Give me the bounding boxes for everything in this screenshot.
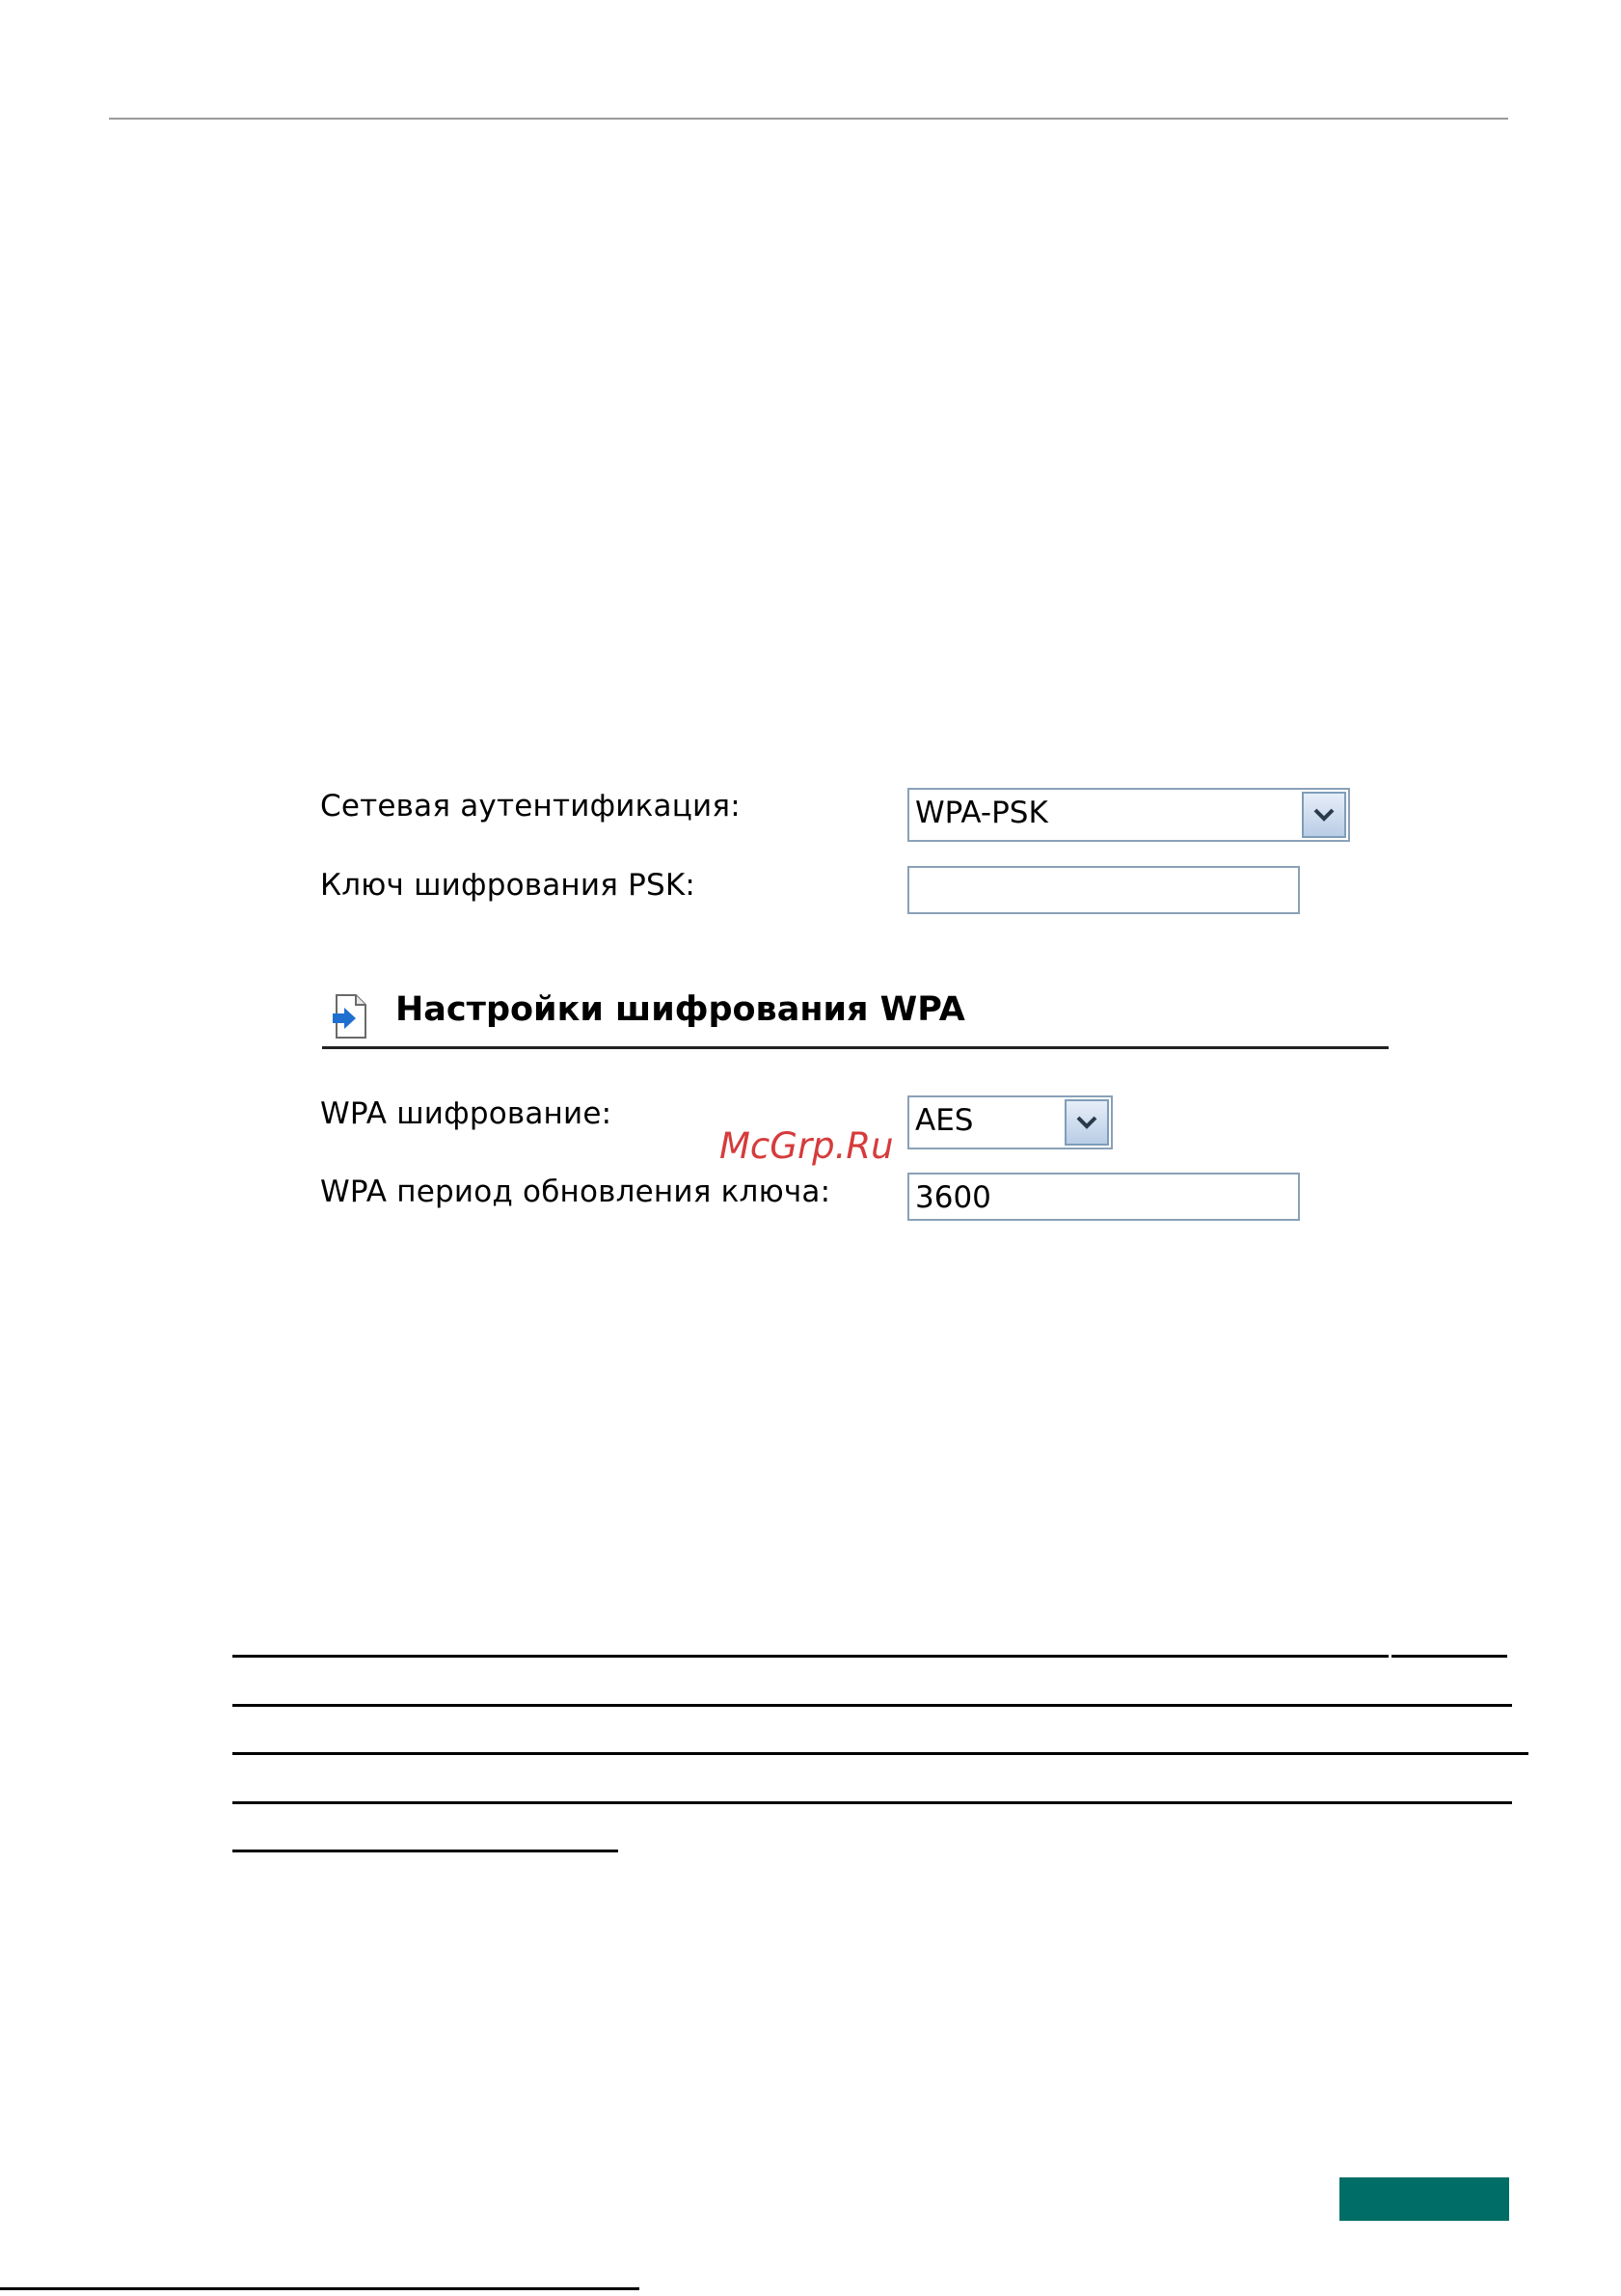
divider-line (232, 1801, 1512, 1804)
auth-label: Сетевая аутентификация: (320, 789, 741, 824)
wpa-period-label: WPA период обновления ключа: (320, 1175, 831, 1209)
psk-input[interactable] (907, 866, 1300, 914)
wpa-period-input[interactable] (907, 1173, 1300, 1221)
divider-line (1391, 1655, 1507, 1658)
section-rule (322, 1046, 1389, 1049)
divider-line (232, 1704, 1512, 1707)
wpa-encryption-label: WPA шифрование: (320, 1096, 612, 1131)
psk-label: Ключ шифрования PSK: (320, 868, 696, 903)
bottom-rule (0, 2287, 639, 2290)
section-title: Настройки шифрования WPA (395, 990, 965, 1029)
chevron-down-icon[interactable] (1065, 1099, 1109, 1146)
wpa-encryption-value: AES (915, 1103, 974, 1138)
page-arrow-icon (331, 993, 369, 1040)
wpa-period-value: 3600 (915, 1180, 991, 1215)
auth-select[interactable] (907, 788, 1350, 842)
watermark: McGrp.Ru (719, 1125, 894, 1167)
chevron-down-icon[interactable] (1302, 792, 1346, 838)
footer-accent-block (1339, 2177, 1509, 2221)
divider-line (232, 1850, 618, 1852)
wpa-encryption-select[interactable] (907, 1095, 1113, 1149)
divider-line (232, 1655, 1389, 1658)
divider-line (232, 1752, 1528, 1755)
auth-select-value: WPA-PSK (915, 796, 1048, 830)
